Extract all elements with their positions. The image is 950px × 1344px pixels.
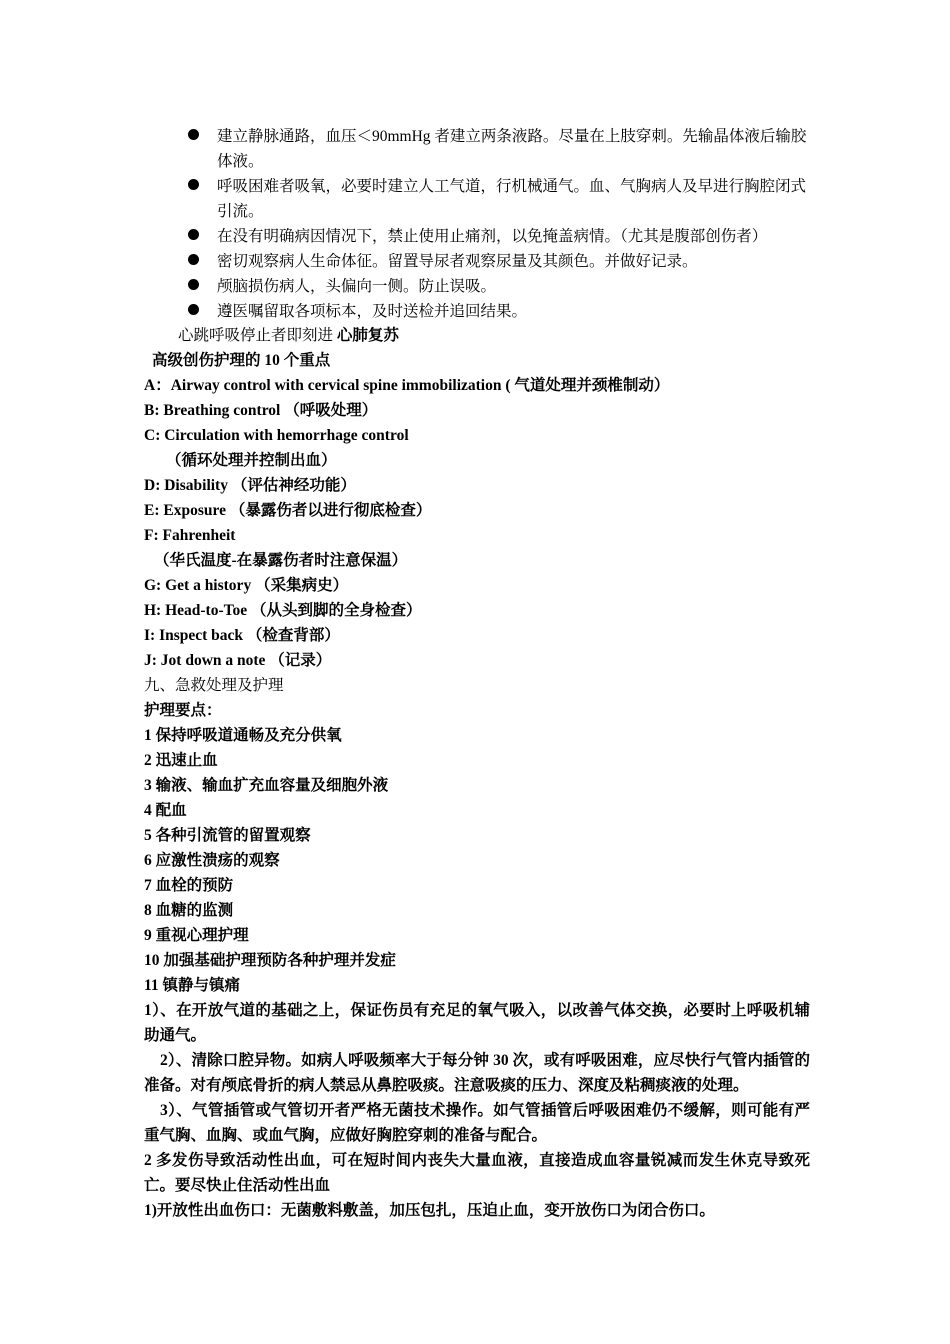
care-point: 7 血栓的预防 — [144, 877, 234, 894]
care-point: 8 血糖的监测 — [144, 902, 234, 919]
paragraph: 1）、在开放气道的基础之上，保证伤员有充足的氧气吸入，以改善气体交换，必要时上呼吸机辅助通气。 — [144, 1002, 810, 1044]
care-point: 3 输液、输血扩充血容量及细胞外液 — [144, 777, 389, 794]
abc-item-c-note: （循环处理并控制出血） — [166, 452, 337, 469]
list-item: 密切观察病人生命体征。留置导尿者观察尿量及其颜色。并做好记录。 — [186, 249, 810, 274]
care-point: 1 保持呼吸道通畅及充分供氧 — [144, 727, 342, 744]
list-item: 在没有明确病因情况下，禁止使用止痛剂，以免掩盖病情。（尤其是腹部创伤者） — [186, 224, 810, 249]
points-title: 护理要点： — [144, 702, 222, 719]
abc-item-f: F: Fahrenheit — [144, 527, 236, 544]
abc-item-b: B: Breathing control （呼吸处理） — [144, 402, 378, 419]
care-point: 6 应激性溃疡的观察 — [144, 852, 280, 869]
abc-item-d: D: Disability （评估神经功能） — [144, 477, 356, 494]
abc-item-c: C: Circulation with hemorrhage control — [144, 427, 409, 444]
paragraph: 3）、气管插管或气管切开者严格无菌技术操作。如气管插管后呼吸困难仍不缓解，则可能有严重气胸、血胸、或血气胸，应做好胸腔穿刺的准备与配合。 — [144, 1102, 810, 1144]
paragraph: 1)开放性出血伤口：无菌敷料敷盖，加压包扎，压迫止血，变开放伤口为闭合伤口。 — [144, 1202, 715, 1219]
abc-item-j: J: Jot down a note （记录） — [144, 652, 332, 669]
abc-item-h: H: Head-to-Toe （从头到脚的全身检查） — [144, 602, 422, 619]
abc-item-a: A：Airway control with cervical spine immobilization ( 气道处理并颈椎制动） — [144, 377, 670, 394]
bullet-icon — [188, 179, 199, 190]
list-item: 遵医嘱留取各项标本，及时送检并追回结果。 — [186, 299, 810, 324]
section-heading: 九、急救处理及护理 — [144, 677, 284, 694]
list-item: 颅脑损伤病人，头偏向一侧。防止误吸。 — [186, 274, 810, 299]
abc-item-g: G: Get a history （采集病史） — [144, 577, 349, 594]
bullet-icon — [188, 229, 199, 240]
care-point: 2 迅速止血 — [144, 752, 218, 769]
bullet-icon — [188, 304, 199, 315]
cpr-line: 心跳呼吸停止者即刻进 心肺复苏 — [178, 327, 399, 344]
abc-item-e: E: Exposure （暴露伤者以进行彻底检查） — [144, 502, 432, 519]
bullet-list — [186, 124, 810, 324]
paragraph: 2 多发伤导致活动性出血，可在短时间内丧失大量血液，直接造成血容量锐减而发生休克导致死亡。要尽快止住活动性出血 — [144, 1152, 810, 1194]
care-point: 9 重视心理护理 — [144, 927, 249, 944]
bullet-icon — [188, 254, 199, 265]
bullet-icon — [188, 279, 199, 290]
care-point: 4 配血 — [144, 802, 187, 819]
abc-item-f-note: （华氏温度-在暴露伤者时注意保温） — [154, 552, 408, 569]
care-point: 10 加强基础护理预防各种护理并发症 — [144, 952, 396, 969]
bullet-icon — [188, 129, 199, 140]
list-item: 建立静脉通路，血压＜90mmHg 者建立两条液路。尽量在上肢穿刺。先输晶体液后输胶体液。 — [186, 124, 810, 174]
trauma-title: 高级创伤护理的 10 个重点 — [152, 352, 331, 369]
paragraph: 2）、清除口腔异物。如病人呼吸频率大于每分钟 30 次，或有呼吸困难，应尽快行气管内插管的准备。对有颅底骨折的病人禁忌从鼻腔吸痰。注意吸痰的压力、深度及粘稠痰液的处理。 — [144, 1052, 810, 1094]
care-point: 11 镇静与镇痛 — [144, 977, 241, 994]
abc-item-i: I: Inspect back （检查背部） — [144, 627, 340, 644]
care-point: 5 各种引流管的留置观察 — [144, 827, 311, 844]
list-item: 呼吸困难者吸氧，必要时建立人工气道，行机械通气。血、气胸病人及早进行胸腔闭式引流。 — [186, 174, 810, 224]
